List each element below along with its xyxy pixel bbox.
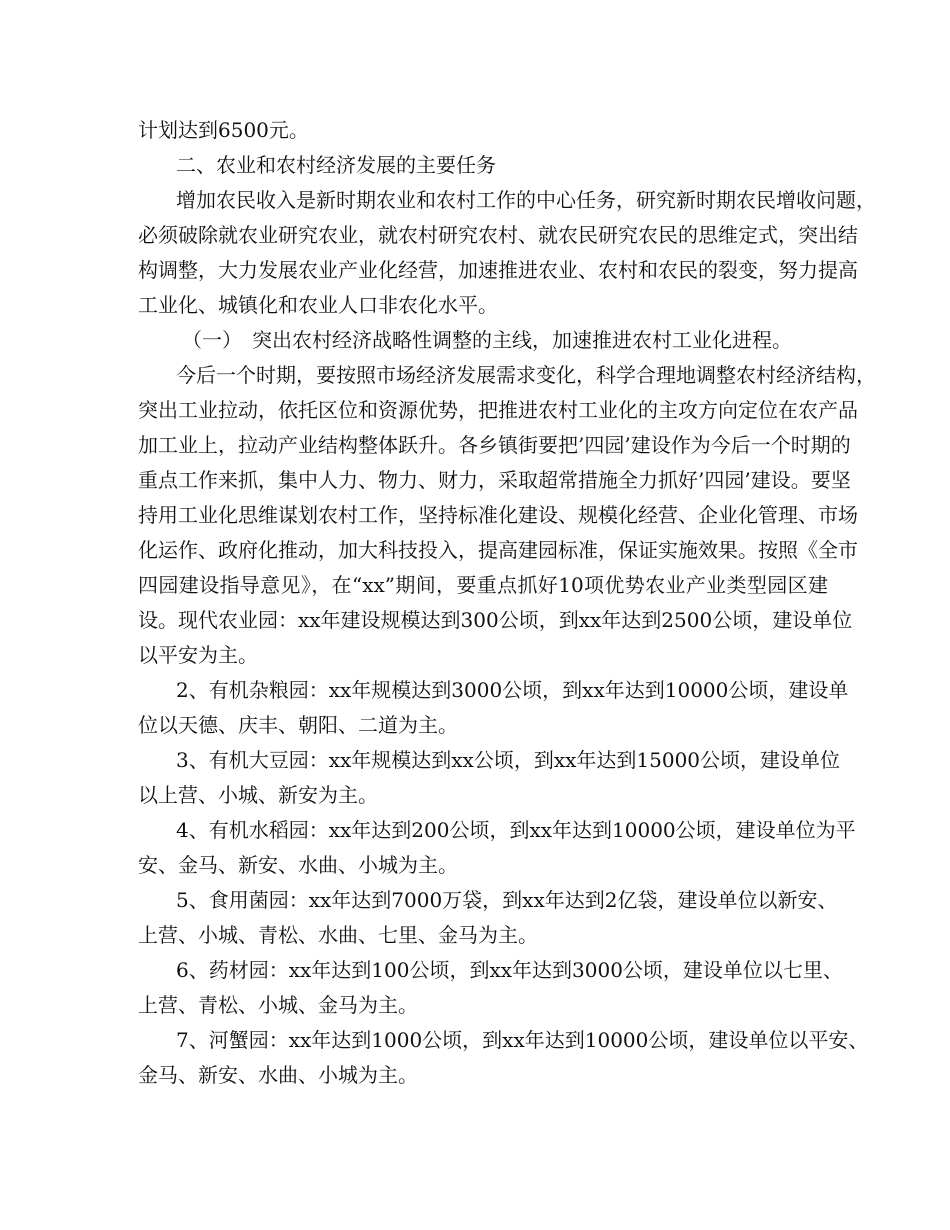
text-line: 加工业上，拉动产业结构整体跃升。各乡镇街要把’四园’建设作为今后一个时期的 xyxy=(138,433,851,457)
text-line: 计划达到6500元。 xyxy=(138,118,309,142)
text-line: 以平安为主。 xyxy=(138,643,258,667)
text-line: 突出工业拉动，依托区位和资源优势，把推进农村工业化的主攻方向定位在农产品 xyxy=(138,398,858,422)
text-line: 增加农民收入是新时期农业和农村工作的中心任务，研究新时期农民增收问题， xyxy=(176,188,876,212)
text-line: 上营、小城、青松、水曲、七里、金马为主。 xyxy=(138,923,538,947)
text-line: 今后一个时期，要按照市场经济发展需求变化，科学合理地调整农村经济结构， xyxy=(176,363,876,387)
subsection-heading: （一） 突出农村经济战略性调整的主线，加速推进农村工业化进程。 xyxy=(182,328,792,352)
list-item: 3、有机大豆园：xx年规模达到xx公顷，到xx年达到15000公顷，建设单位 xyxy=(176,748,841,772)
text-line: 化运作、政府化推动，加大科技投入，提高建园标准，保证实施效果。按照《全市 xyxy=(138,538,858,562)
text-line: 重点工作来抓，集中人力、物力、财力，采取超常措施全力抓好’四园’建设。要坚 xyxy=(138,468,851,492)
text-line: 持用工业化思维谋划农村工作，坚持标准化建设、规模化经营、企业化管理、市场 xyxy=(138,503,858,527)
text-line: 必须破除就农业研究农业，就农村研究农村、就农民研究农民的思维定式，突出结 xyxy=(138,223,858,247)
text-line: 金马、新安、水曲、小城为主。 xyxy=(138,1063,418,1087)
text-line: 四园建设指导意见》，在“xx”期间，要重点抓好10项优势农业产业类型园区建 xyxy=(138,573,828,597)
list-item: 6、药材园：xx年达到100公顷，到xx年达到3000公顷，建设单位以七里、 xyxy=(176,958,843,982)
text-line: 以上营、小城、新安为主。 xyxy=(138,783,378,807)
list-item: 4、有机水稻园：xx年达到200公顷，到xx年达到10000公顷，建设单位为平 xyxy=(176,818,856,842)
text-line: 设。现代农业园：xx年建设规模达到300公顷，到xx年达到2500公顷，建设单位 xyxy=(138,608,853,632)
section-heading: 二、农业和农村经济发展的主要任务 xyxy=(176,153,496,177)
text-line: 安、金马、新安、水曲、小城为主。 xyxy=(138,853,458,877)
list-item: 5、食用菌园：xx年达到7000万袋，到xx年达到2亿袋，建设单位以新安、 xyxy=(176,888,838,912)
text-line: 工业化、城镇化和农业人口非农化水平。 xyxy=(138,293,498,317)
text-line: 构调整，大力发展农业产业化经营，加速推进农业、农村和农民的裂变，努力提高 xyxy=(138,258,858,282)
list-item: 2、有机杂粮园：xx年规模达到3000公顷，到xx年达到10000公顷，建设单 xyxy=(176,678,849,702)
text-line: 位以天德、庆丰、朝阳、二道为主。 xyxy=(138,713,458,737)
list-item: 7、河蟹园：xx年达到1000公顷，到xx年达到10000公顷，建设单位以平安、 xyxy=(176,1028,869,1052)
text-line: 上营、青松、小城、金马为主。 xyxy=(138,993,418,1017)
